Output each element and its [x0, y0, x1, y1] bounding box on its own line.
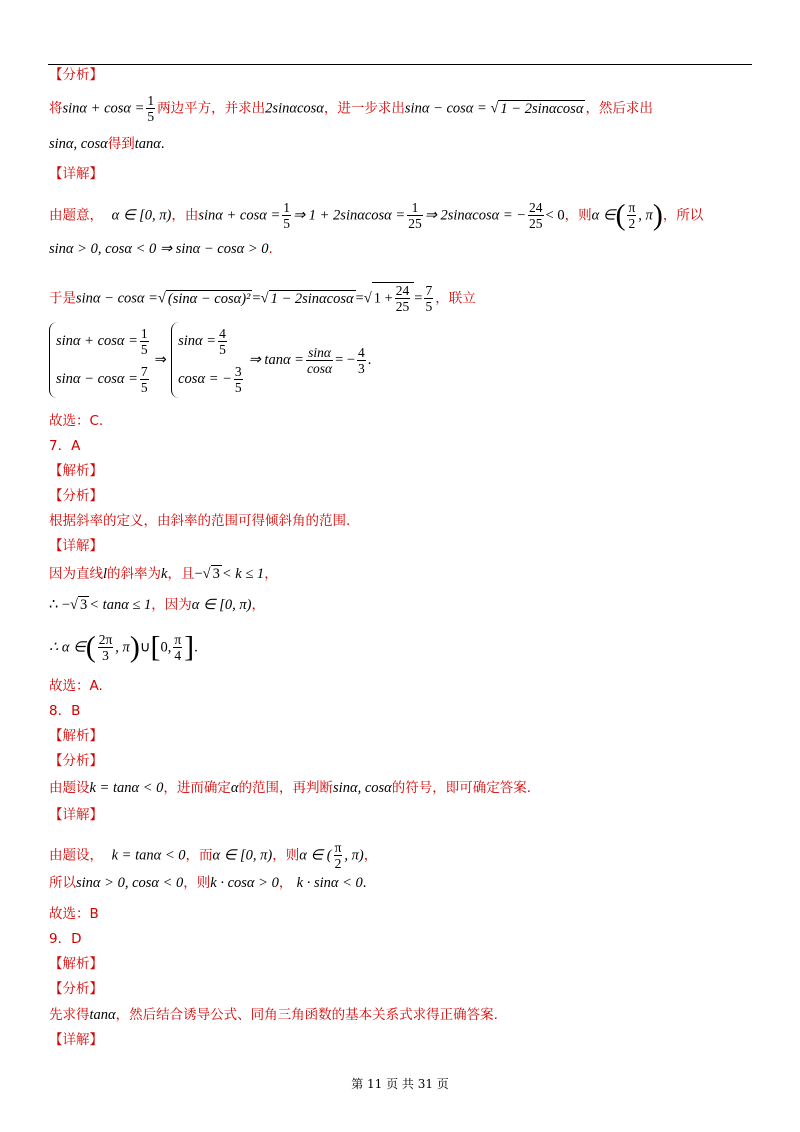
fraction: $\frac{7}{5}$: [425, 283, 433, 314]
fraction: $\frac{\pi}{2}$: [628, 200, 636, 231]
q6-detail-line-1: 由题意， α ∈ [0, π)，由sinα + cosα = $\frac{1}{5}$ ⇒ 1 + 2sinαcosα = $\frac{1}{25}$ ⇒ 2sinαcosα = − $\frac{24}{25}$ < 0，则α ∈( $\frac{\pi}{2}$ , π)，所以: [49, 198, 704, 232]
q7-detail-line-3: ∴ α ∈( $\frac{2\pi}{3}$ , π)∪[0, $\frac{\pi}{4}$ ].: [49, 630, 198, 664]
q9-number: 9．D: [49, 931, 82, 947]
q7-answer: 故选：A.: [49, 678, 103, 694]
q7-analysis-heading: 【分析】: [49, 488, 103, 504]
q6-analysis-line-1: 将sinα + cosα = $\frac{1}{5}$ 两边平方，并求出2sinαcosα，进一步求出sinα − cosα = √ 1 − 2sinαcosα ，然后求出: [49, 93, 653, 124]
q6-detail-line-3: 于是sinα − cosα =√ (sinα − cosα)² =√ 1 − 2sinαcosα =√ 1 + $\frac{24}{25}$ = $\frac{7}{5}$ ，联立: [49, 283, 476, 314]
q7-detail-line-2: ∴ −√ 3 < tanα ≤ 1，因为α ∈ [0, π)，: [49, 597, 265, 613]
q8-detail-heading: 【详解】: [49, 807, 103, 823]
q8-answer: 故选：B: [49, 906, 99, 922]
q8-number: 8．B: [49, 703, 81, 719]
q7-explain-heading: 【解析】: [49, 463, 103, 479]
q9-detail-heading: 【详解】: [49, 1032, 103, 1048]
q8-explain-heading: 【解析】: [49, 728, 103, 744]
header-rule: [48, 64, 752, 65]
q9-analysis-heading: 【分析】: [49, 981, 103, 997]
fraction: $\frac{\pi}{2}$: [334, 840, 342, 871]
fraction: $\frac{\sin\alpha}{\cos\alpha}$: [306, 344, 333, 376]
q6-analysis-heading: 【分析】: [49, 67, 103, 83]
fraction: $\frac{2\pi}{3}$: [98, 632, 113, 663]
q6-detail-line-2: sinα > 0, cosα < 0 ⇒ sinα − cosα > 0.: [49, 241, 273, 257]
q7-analysis-text: 根据斜率的定义，由斜率的范围可得倾斜角的范围.: [49, 513, 351, 529]
q8-analysis-text: 由题设k = tanα < 0，进而确定α的范围，再判断sinα, cosα的符号，即可确定答案.: [49, 780, 532, 796]
fraction: $\frac{\pi}{4}$: [174, 632, 182, 663]
q8-detail-line-1: 由题设， k = tanα < 0，而α ∈ [0, π)，则α ∈ ( $\frac{\pi}{2}$ , π)，: [49, 840, 378, 871]
q6-analysis-line-2: sinα, cosα得到tanα.: [49, 136, 165, 152]
fraction: $\frac{24}{25}$: [529, 200, 543, 231]
fraction: $\frac{1}{5}$: [147, 93, 155, 124]
q8-analysis-heading: 【分析】: [49, 753, 103, 769]
fraction: $\frac{1}{5}$: [283, 200, 290, 231]
q6-equation-system: sinα + cosα = $\frac{1}{5}$ sinα − cosα = $\frac{7}{5}$ ⇒ sinα = $\frac{4}{5}$ cosα = − $\frac{3}{5}$ ⇒ tanα = $\frac{\sin\alpha}{\cos\alpha}$ = − $\frac{4}{3}$ .: [49, 322, 371, 398]
page-footer: 第 11 页 共 31 页: [351, 1077, 449, 1091]
system-right: sinα = $\frac{4}{5}$ cosα = − $\frac{3}{5}$: [171, 322, 245, 398]
fraction: $\frac{4}{3}$: [358, 344, 365, 376]
q9-analysis-text: 先求得tanα，然后结合诱导公式、同角三角函数的基本关系式求得正确答案.: [49, 1007, 498, 1023]
q7-number: 7．A: [49, 438, 81, 454]
q7-detail-line-1: 因为直线l的斜率为k，且−√ 3 < k ≤ 1，: [49, 566, 278, 582]
fraction: $\frac{24}{25}$: [395, 283, 410, 314]
fraction: $\frac{1}{25}$: [408, 200, 422, 231]
q8-detail-line-2: 所以sinα > 0, cosα < 0，则k · cosα > 0， k · sinα < 0.: [49, 875, 367, 891]
q7-detail-heading: 【详解】: [49, 538, 103, 554]
q9-explain-heading: 【解析】: [49, 956, 103, 972]
system-left: sinα + cosα = $\frac{1}{5}$ sinα − cosα = $\frac{7}{5}$: [49, 322, 151, 398]
q6-detail-heading: 【详解】: [49, 166, 103, 182]
q6-answer: 故选：C.: [49, 413, 104, 429]
